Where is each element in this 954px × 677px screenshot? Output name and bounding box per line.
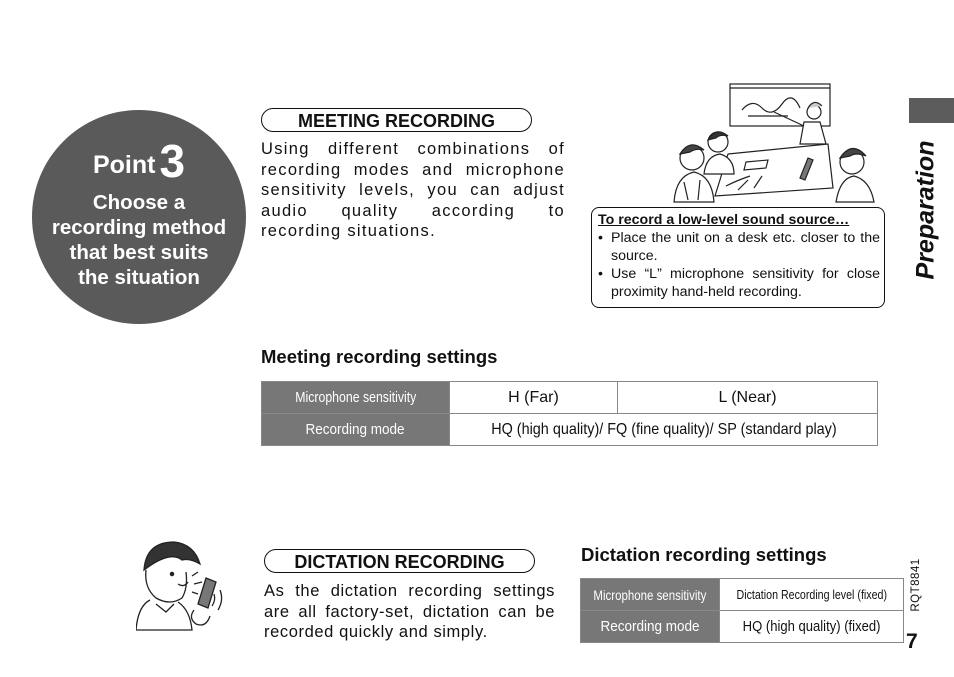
model-code <box>902 553 930 617</box>
table-row <box>262 414 878 446</box>
section-tab-bar <box>909 98 954 123</box>
mic-sensitivity-header: Microphone sensitivity <box>294 389 417 406</box>
meeting-settings-heading: Meeting recording settings <box>261 346 498 367</box>
point-description-line: that best suits <box>69 241 209 264</box>
meeting-illustration <box>668 82 888 208</box>
table-header-cell <box>262 382 450 414</box>
dictation-person-illustration <box>136 540 226 632</box>
recording-mode-cell <box>450 414 878 446</box>
low-level-sound-tip-box <box>591 207 885 308</box>
recording-mode-header: Recording mode <box>600 618 700 635</box>
mic-l-cell: L (Near) <box>618 382 878 414</box>
table-row <box>581 611 904 643</box>
mic-sensitivity-value: Dictation Recording level (fixed) <box>736 587 887 602</box>
mic-sensitivity-value-cell <box>719 579 904 611</box>
point-description-line: Choose a <box>92 191 186 214</box>
point-number: 3 <box>159 135 186 187</box>
recording-mode-value-cell <box>719 611 904 643</box>
dictation-settings-heading: Dictation recording settings <box>581 544 827 565</box>
recording-mode-value: HQ (high quality)/ FQ (fine quality)/ SP (standard play) <box>490 420 837 438</box>
table-header-cell <box>581 579 720 611</box>
table-header-cell <box>262 414 450 446</box>
dictation-recording-text: As the dictation recording settings are all factory-set, dictation can be recorded quickly and simply. <box>264 582 555 641</box>
tip-item <box>598 229 880 265</box>
bullet-icon: • <box>598 266 603 282</box>
mic-h-cell: H (Far) <box>450 382 618 414</box>
recording-mode-value: HQ (high quality) (fixed) <box>742 618 881 635</box>
tip-title: To record a low-level sound source… <box>598 212 850 228</box>
recording-mode-header: Recording mode <box>305 421 406 438</box>
page-number: 7 <box>906 630 918 653</box>
model-code-text: RQT8841 <box>910 558 922 612</box>
section-label-text: Preparation <box>911 140 940 280</box>
point-description-line: recording method <box>51 216 227 239</box>
meeting-recording-text: Using different combinations of recording modes and microphone sensitivity levels, you can adjust audio quality according to recording situations. <box>261 140 565 240</box>
point-word: Point <box>92 151 156 179</box>
dictation-settings-table <box>580 578 904 643</box>
point-description-line: the situation <box>78 266 200 289</box>
tip-list <box>598 229 880 301</box>
tip-item <box>598 265 880 301</box>
point-title <box>32 134 246 188</box>
dictation-recording-title: DICTATION RECORDING <box>264 549 535 573</box>
point-description <box>36 190 242 290</box>
bullet-icon: • <box>598 230 603 246</box>
table-row <box>262 382 878 414</box>
tip-item-text: Use “L” microphone sensitivity for close proximity hand-held recording. <box>611 266 880 300</box>
mic-sensitivity-header: Microphone sensitivity <box>593 586 707 603</box>
meeting-settings-table <box>261 381 878 446</box>
tip-item-text: Place the unit on a desk etc. closer to the source. <box>611 230 880 264</box>
meeting-recording-title: MEETING RECORDING <box>261 108 532 132</box>
table-header-cell <box>581 611 720 643</box>
table-row <box>581 579 904 611</box>
section-label <box>909 132 943 288</box>
point-badge <box>32 110 246 324</box>
